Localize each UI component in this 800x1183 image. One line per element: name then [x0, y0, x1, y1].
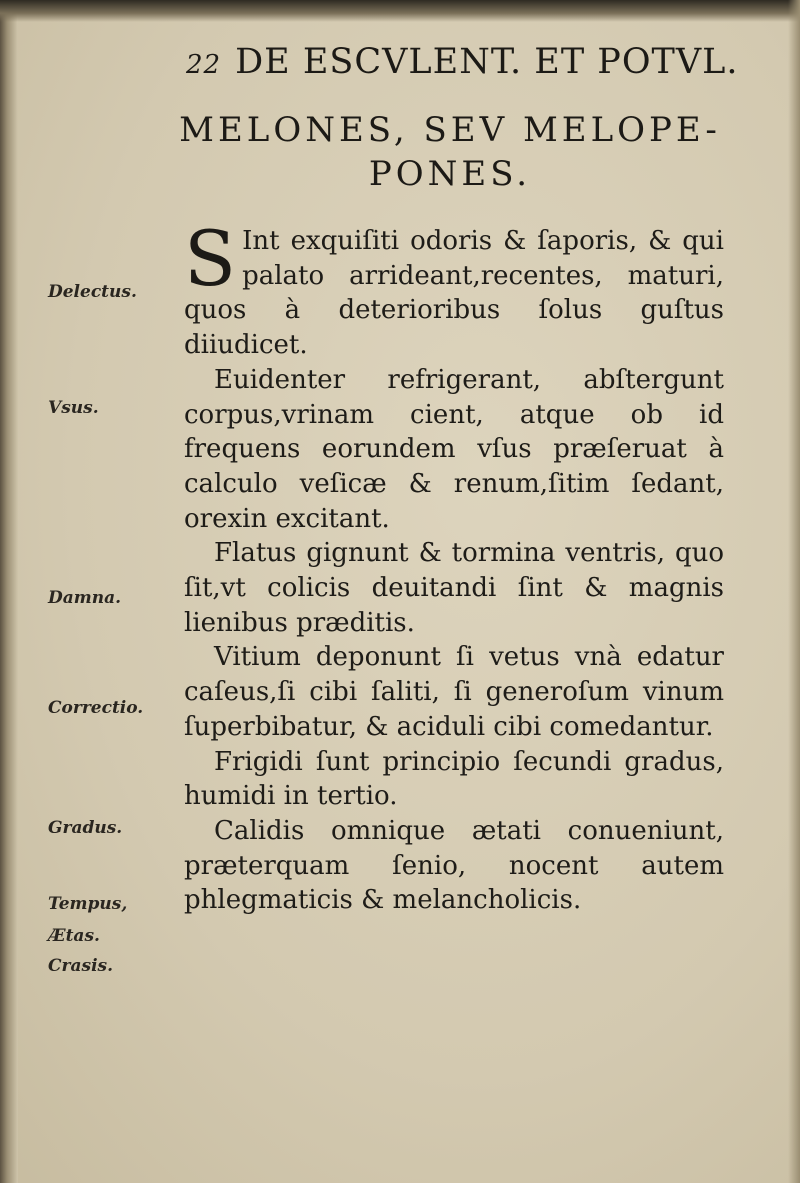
margin-note-crasis: Crasis. [48, 956, 114, 976]
page-right-edge [788, 0, 800, 1183]
margin-note-aetas: Ætas. [48, 926, 100, 946]
margin-note-delectus: Delectus. [48, 282, 137, 302]
drop-cap: S [184, 214, 237, 303]
page-gutter [0, 0, 18, 1183]
section-title-line-2: PONES. [368, 154, 532, 194]
margin-note-correctio: Correctio. [48, 698, 144, 718]
margin-note-gradus: Gradus. [48, 818, 123, 838]
margin-note-damna: Damna. [48, 588, 122, 608]
body-text [184, 214, 724, 918]
section-title-line-1: MELONES, SEV MELOPE- [179, 110, 721, 150]
page-number: 22 [186, 50, 222, 80]
paragraph-correctio: Vitium deponunt ſi vetus vnà edatur caſeus,ſi cibi ſaliti, ſi generoſum vinum ſuperbibatur, & aciduli cibi comedantur. [184, 642, 724, 742]
running-head [186, 42, 739, 82]
paragraph-delectus [184, 214, 724, 363]
page-top-edge [0, 0, 800, 22]
paragraph-vsus: Euidenter refrigerant, abſtergunt corpus,vrinam cient, atque ob id frequens eorundem vſus præſeruat à calculo veſicæ & renum,ſitim ſedant, orexin excitant. [184, 364, 724, 534]
section-title [170, 108, 730, 196]
paragraph-delectus-text: Int exquiſiti odoris & ſaporis, & qui palato arrideant,recentes, maturi, quos à deterioribus ſolus guſtus diiudicet. [184, 226, 724, 361]
margin-note-vsus: Vsus. [48, 398, 99, 418]
paragraph-damna: Flatus gignunt & tormina ventris, quo ſit,vt colicis deuitandi ſint & magnis lienibus præditis. [184, 538, 724, 638]
paragraph-tempus: Calidis omnique ætati conueniunt, præterquam ſenio, nocent autem phlegmaticis & melancholicis. [184, 815, 724, 916]
running-head-text: DE ESCVLENT. ET POTVL. [235, 42, 739, 82]
paragraph-gradus: Frigidi ſunt principio ſecundi gradus, humidi in tertio. [184, 746, 724, 812]
margin-note-tempus: Tempus, [48, 894, 128, 914]
